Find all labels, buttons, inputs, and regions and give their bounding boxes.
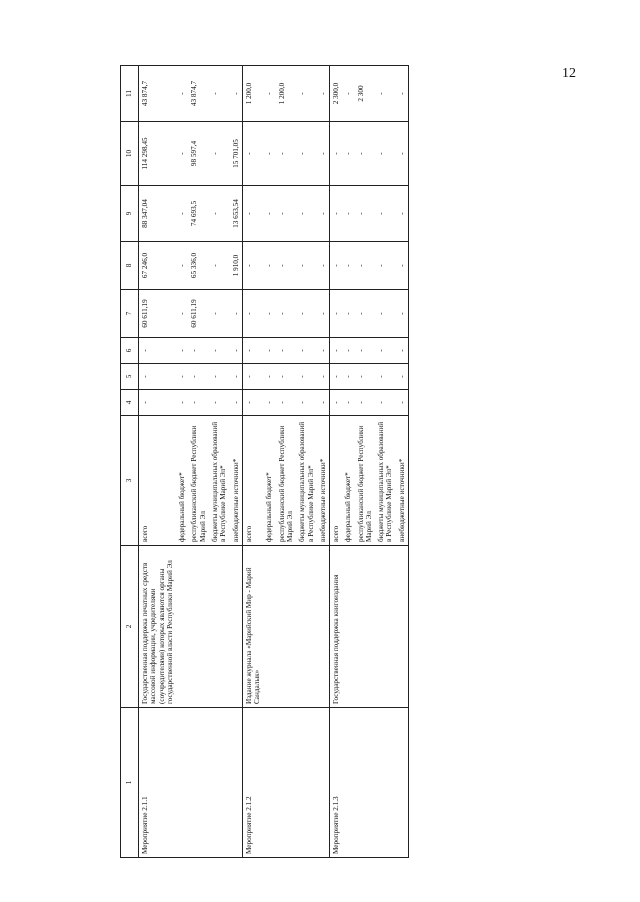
value-cell: - [242,122,263,186]
column-header: 8 [121,242,139,290]
funding-source-cell: федеральный бюджет* [342,416,354,546]
value-cell: - [209,390,230,416]
table-row [209,66,230,858]
value-cell: - [330,390,343,416]
measure-name-cell [276,546,297,708]
value-cell: - [396,364,409,390]
value-cell: - [263,122,275,186]
value-cell: - [230,364,243,390]
column-header: 7 [121,290,139,338]
value-cell: - [330,364,343,390]
value-cell: - [209,242,230,290]
value-cell: - [176,122,188,186]
value-cell: - [317,364,330,390]
value-cell: - [375,186,396,242]
value-cell: - [355,338,376,364]
value-cell: - [242,364,263,390]
value-cell: - [209,364,230,390]
measure-name-cell [176,546,188,708]
value-cell: - [176,290,188,338]
measure-id-cell: Мероприятие 2.1.1 [139,708,177,858]
table-row [276,66,297,858]
value-cell: - [375,66,396,122]
value-cell: - [342,290,354,338]
measure-id-cell [396,708,409,858]
measure-id-cell [355,708,376,858]
value-cell: - [355,122,376,186]
value-cell: 13 653,54 [230,186,243,242]
value-cell: - [176,364,188,390]
table-row [342,66,354,858]
value-cell: - [296,66,317,122]
value-cell: - [317,338,330,364]
value-cell: - [263,290,275,338]
funding-source-cell: бюджеты муниципальных образований в Республике Марий Эл* [375,416,396,546]
measure-name-cell [209,546,230,708]
value-cell: - [276,186,297,242]
measure-name-cell: Государственная поддержка печатных средств массовой информации, учредителями (соучредителями) которых являются органы государственной власти Республики Марий Эл [139,546,177,708]
value-cell: - [230,390,243,416]
value-cell: - [342,186,354,242]
value-cell: - [396,66,409,122]
table-row [139,66,177,858]
column-header: 11 [121,66,139,122]
value-cell: - [355,390,376,416]
funding-source-cell: бюджеты муниципальных образований в Республике Марий Эл* [296,416,317,546]
table-row [188,66,209,858]
column-header: 2 [121,546,139,708]
measure-name-cell [317,546,330,708]
measure-id-cell: Мероприятие 2.1.3 [330,708,343,858]
value-cell: - [342,66,354,122]
measure-id-cell [209,708,230,858]
value-cell: - [188,338,209,364]
value-cell: - [209,338,230,364]
measure-name-cell [263,546,275,708]
column-header: 6 [121,338,139,364]
value-cell: - [242,290,263,338]
value-cell: - [296,390,317,416]
value-cell: 1 200,0 [242,66,263,122]
value-cell: - [355,242,376,290]
value-cell: - [139,390,177,416]
value-cell: 88 347,04 [139,186,177,242]
column-header: 10 [121,122,139,186]
value-cell: 98 597,4 [188,122,209,186]
measure-id-cell [342,708,354,858]
value-cell: - [342,364,354,390]
value-cell: - [263,364,275,390]
value-cell: - [330,186,343,242]
value-cell: - [176,242,188,290]
table-row [355,66,376,858]
value-cell: - [209,186,230,242]
value-cell: 74 693,5 [188,186,209,242]
value-cell: - [317,242,330,290]
table-row [176,66,188,858]
funding-table [120,65,409,858]
value-cell: - [396,338,409,364]
value-cell: - [176,186,188,242]
value-cell: - [375,390,396,416]
value-cell: - [276,390,297,416]
value-cell: - [263,338,275,364]
table-row [296,66,317,858]
value-cell: - [296,290,317,338]
value-cell: - [330,290,343,338]
value-cell: 1 910,0 [230,242,243,290]
value-cell: - [317,122,330,186]
value-cell: 67 246,0 [139,242,177,290]
value-cell: - [375,122,396,186]
value-cell: - [375,242,396,290]
table-row [230,66,243,858]
value-cell: - [342,242,354,290]
value-cell: - [188,390,209,416]
value-cell: 43 874,7 [188,66,209,122]
funding-source-cell: всего [330,416,343,546]
value-cell: - [263,390,275,416]
value-cell: - [375,364,396,390]
value-cell: - [375,338,396,364]
measure-id-cell [230,708,243,858]
value-cell: - [396,290,409,338]
value-cell: - [242,390,263,416]
funding-source-cell: всего [139,416,177,546]
measure-name-cell [375,546,396,708]
value-cell: - [276,290,297,338]
value-cell: - [342,122,354,186]
value-cell: - [176,66,188,122]
value-cell: - [330,338,343,364]
value-cell: - [396,186,409,242]
value-cell: - [209,122,230,186]
measure-id-cell [375,708,396,858]
table-row [317,66,330,858]
value-cell: - [317,290,330,338]
table-header [121,66,139,858]
value-cell: - [396,242,409,290]
measure-name-cell: Издание журнала «Марийский Мир - Марий Сандалык» [242,546,263,708]
value-cell: - [375,290,396,338]
value-cell: - [209,66,230,122]
measure-name-cell [188,546,209,708]
value-cell: - [230,338,243,364]
value-cell: - [242,242,263,290]
value-cell: - [296,364,317,390]
measure-id-cell [296,708,317,858]
value-cell: 65 336,0 [188,242,209,290]
funding-source-cell: республиканский бюджет Республики Марий Эл [355,416,376,546]
value-cell: - [330,242,343,290]
value-cell: 60 611,19 [188,290,209,338]
value-cell: - [342,338,354,364]
measure-name-cell [396,546,409,708]
value-cell: 1 200,0 [276,66,297,122]
measure-name-cell [230,546,243,708]
value-cell: - [242,186,263,242]
funding-source-cell: всего [242,416,263,546]
measure-id-cell [276,708,297,858]
measure-id-cell [317,708,330,858]
value-cell: - [276,242,297,290]
value-cell: - [276,338,297,364]
table-row [330,66,343,858]
funding-source-cell: федеральный бюджет* [263,416,275,546]
funding-source-cell: внебюджетные источники* [317,416,330,546]
column-header: 1 [121,708,139,858]
measure-name-cell [342,546,354,708]
column-header: 3 [121,416,139,546]
table-row [263,66,275,858]
funding-source-cell: бюджеты муниципальных образований в Республике Марий Эл* [209,416,230,546]
column-header: 5 [121,364,139,390]
value-cell: - [188,364,209,390]
measure-id-cell [263,708,275,858]
value-cell: - [396,390,409,416]
value-cell: - [242,338,263,364]
value-cell: 114 298,45 [139,122,177,186]
value-cell: - [139,364,177,390]
value-cell: - [296,186,317,242]
funding-source-cell: внебюджетные источники* [396,416,409,546]
value-cell: - [317,66,330,122]
value-cell: - [230,66,243,122]
funding-source-cell: республиканский бюджет Республики Марий Эл [188,416,209,546]
table-row [396,66,409,858]
value-cell: 60 611,19 [139,290,177,338]
measure-name-cell: Государственная поддержка книгоиздания [330,546,343,708]
funding-source-cell: республиканский бюджет Республики Марий Эл [276,416,297,546]
measure-id-cell: Мероприятие 2.1.2 [242,708,263,858]
value-cell: 43 874,7 [139,66,177,122]
value-cell: - [209,290,230,338]
value-cell: - [317,186,330,242]
measure-id-cell [188,708,209,858]
value-cell: - [396,122,409,186]
value-cell: - [263,242,275,290]
column-header: 4 [121,390,139,416]
value-cell: - [263,66,275,122]
value-cell: - [317,390,330,416]
value-cell: 15 701,05 [230,122,243,186]
value-cell: - [139,338,177,364]
page-number: 12 [562,66,576,81]
table-row [375,66,396,858]
value-cell: - [276,122,297,186]
value-cell: - [176,390,188,416]
measure-name-cell [296,546,317,708]
value-cell: - [230,290,243,338]
value-cell: 2 300,0 [330,66,343,122]
value-cell: - [296,122,317,186]
table-row [242,66,263,858]
value-cell: - [296,242,317,290]
value-cell: - [176,338,188,364]
measure-id-cell [176,708,188,858]
table-body [139,66,409,858]
funding-source-cell: внебюджетные источники* [230,416,243,546]
value-cell: - [330,122,343,186]
value-cell: - [342,390,354,416]
funding-source-cell: федеральный бюджет* [176,416,188,546]
measure-name-cell [355,546,376,708]
value-cell: - [355,290,376,338]
value-cell: - [355,364,376,390]
header-row [121,66,139,858]
value-cell: 2 300 [355,66,376,122]
value-cell: - [263,186,275,242]
value-cell: - [296,338,317,364]
column-header: 9 [121,186,139,242]
value-cell: - [276,364,297,390]
value-cell: - [355,186,376,242]
